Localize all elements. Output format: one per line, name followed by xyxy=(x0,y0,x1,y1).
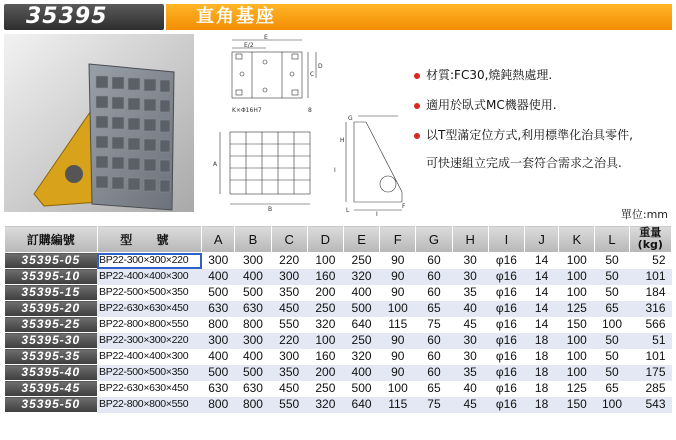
value-cell: 550 xyxy=(271,317,307,333)
value-cell: 90 xyxy=(380,365,416,381)
value-cell: 50 xyxy=(595,365,629,381)
weight-cell: 566 xyxy=(629,317,671,333)
value-cell: 400 xyxy=(343,365,379,381)
weight-cell: 543 xyxy=(629,397,671,413)
value-cell: 90 xyxy=(380,333,416,349)
value-cell: 50 xyxy=(595,253,629,269)
table-body xyxy=(5,253,672,413)
col-h: H xyxy=(452,226,488,253)
feature-1: 材質:FC30,燒鈍熱處理. xyxy=(414,66,552,83)
value-cell: 75 xyxy=(416,397,452,413)
value-cell: 630 xyxy=(202,381,235,397)
order-no-cell: 35395-10 xyxy=(5,269,98,285)
value-cell: 125 xyxy=(559,381,595,397)
value-cell: 100 xyxy=(559,349,595,365)
value-cell: 250 xyxy=(343,333,379,349)
table-row[interactable] xyxy=(5,253,672,269)
value-cell: 40 xyxy=(452,301,488,317)
value-cell: 450 xyxy=(271,301,307,317)
model-cell[interactable]: BP22-500×500×350 xyxy=(97,285,202,301)
value-cell: 60 xyxy=(416,269,452,285)
value-cell: 320 xyxy=(343,269,379,285)
value-cell: φ16 xyxy=(488,381,524,397)
value-cell: 500 xyxy=(235,365,271,381)
value-cell: φ16 xyxy=(488,301,524,317)
model-cell[interactable]: BP22-630×630×450 xyxy=(97,301,202,317)
value-cell: 18 xyxy=(524,333,558,349)
model-cell[interactable]: BP22-300×300×220 xyxy=(97,253,202,269)
value-cell: 500 xyxy=(235,285,271,301)
value-cell: 50 xyxy=(595,269,629,285)
col-weight: 重量(kg) xyxy=(629,226,671,253)
weight-cell: 285 xyxy=(629,381,671,397)
value-cell: 115 xyxy=(380,397,416,413)
value-cell: 100 xyxy=(559,365,595,381)
value-cell: 350 xyxy=(271,365,307,381)
value-cell: 35 xyxy=(452,285,488,301)
value-cell: 14 xyxy=(524,253,558,269)
value-cell: 200 xyxy=(307,285,343,301)
value-cell: 300 xyxy=(235,253,271,269)
value-cell: 100 xyxy=(595,397,629,413)
value-cell: 250 xyxy=(307,381,343,397)
value-cell: 500 xyxy=(343,381,379,397)
order-no-cell: 35395-15 xyxy=(5,285,98,301)
value-cell: 300 xyxy=(202,253,235,269)
value-cell: 640 xyxy=(343,317,379,333)
weight-cell: 316 xyxy=(629,301,671,317)
value-cell: 65 xyxy=(595,381,629,397)
value-cell: 100 xyxy=(380,381,416,397)
value-cell: 100 xyxy=(559,285,595,301)
dim-g: G xyxy=(348,115,353,122)
col-j: J xyxy=(524,226,558,253)
weight-cell: 184 xyxy=(629,285,671,301)
col-g: G xyxy=(416,226,452,253)
weight-cell: 101 xyxy=(629,269,671,285)
value-cell: φ16 xyxy=(488,285,524,301)
value-cell: 60 xyxy=(416,365,452,381)
value-cell: φ16 xyxy=(488,317,524,333)
value-cell: 50 xyxy=(595,285,629,301)
value-cell: 630 xyxy=(235,301,271,317)
dim-i: I xyxy=(334,167,336,174)
value-cell: 150 xyxy=(559,397,595,413)
value-cell: φ16 xyxy=(488,253,524,269)
front-view-drawing xyxy=(212,120,322,212)
col-b: B xyxy=(235,226,271,253)
value-cell: φ16 xyxy=(488,269,524,285)
value-cell: 90 xyxy=(380,285,416,301)
order-no-cell: 35395-05 xyxy=(5,253,98,269)
col-i: I xyxy=(488,226,524,253)
value-cell: 630 xyxy=(235,381,271,397)
dim-d: D xyxy=(318,63,323,70)
value-cell: 320 xyxy=(307,397,343,413)
weight-cell: 52 xyxy=(629,253,671,269)
weight-cell: 175 xyxy=(629,365,671,381)
dim-l: L xyxy=(346,207,350,214)
dim-e2: E/2 xyxy=(244,42,254,49)
model-cell[interactable]: BP22-400×400×300 xyxy=(97,349,202,365)
table-row[interactable] xyxy=(5,317,672,333)
product-title-header xyxy=(166,4,672,30)
value-cell: 250 xyxy=(307,301,343,317)
dim-h: H xyxy=(340,137,345,144)
feature-3: 以T型滿定位方式,利用標準化治具零件, xyxy=(414,126,633,143)
value-cell: 60 xyxy=(416,253,452,269)
value-cell: 100 xyxy=(559,253,595,269)
value-cell: 125 xyxy=(559,301,595,317)
model-cell[interactable]: BP22-500×500×350 xyxy=(97,365,202,381)
top-view-drawing xyxy=(212,34,332,118)
dim-c: C xyxy=(310,71,315,78)
dim-k: K×Φ16H7 xyxy=(232,107,262,114)
value-cell: 200 xyxy=(307,365,343,381)
order-no-cell: 35395-50 xyxy=(5,397,98,413)
value-cell: 160 xyxy=(307,269,343,285)
dim-j: J xyxy=(376,211,378,216)
side-view-drawing xyxy=(332,112,412,216)
value-cell: 60 xyxy=(416,333,452,349)
table-row[interactable] xyxy=(5,381,672,397)
col-a: A xyxy=(202,226,235,253)
value-cell: 800 xyxy=(202,317,235,333)
value-cell: 800 xyxy=(202,397,235,413)
table-row[interactable] xyxy=(5,397,672,413)
product-code-header xyxy=(4,4,164,30)
value-cell: 65 xyxy=(416,381,452,397)
unit-label: 單位:mm xyxy=(620,208,668,221)
col-l: L xyxy=(595,226,629,253)
weight-cell: 51 xyxy=(629,333,671,349)
feature-2: 適用於臥式MC機器使用. xyxy=(414,96,557,113)
value-cell: 300 xyxy=(271,269,307,285)
value-cell: 18 xyxy=(524,381,558,397)
value-cell: 65 xyxy=(595,301,629,317)
model-cell[interactable]: BP22-630×630×450 xyxy=(97,381,202,397)
value-cell: 500 xyxy=(202,285,235,301)
value-cell: 500 xyxy=(202,365,235,381)
col-k: K xyxy=(559,226,595,253)
value-cell: 400 xyxy=(235,269,271,285)
value-cell: φ16 xyxy=(488,333,524,349)
bullet-icon xyxy=(414,73,420,79)
col-f: F xyxy=(380,226,416,253)
value-cell: 14 xyxy=(524,317,558,333)
value-cell: 65 xyxy=(416,301,452,317)
product-code: 35395 xyxy=(26,4,108,29)
value-cell: 18 xyxy=(524,349,558,365)
model-cell[interactable]: BP22-800×800×550 xyxy=(97,397,202,413)
value-cell: 14 xyxy=(524,269,558,285)
value-cell: 90 xyxy=(380,269,416,285)
value-cell: 18 xyxy=(524,397,558,413)
value-cell: 30 xyxy=(452,253,488,269)
table-row[interactable] xyxy=(5,365,672,381)
model-cell[interactable]: BP22-300×300×220 xyxy=(97,333,202,349)
col-e: E xyxy=(343,226,379,253)
value-cell: 45 xyxy=(452,397,488,413)
value-cell: 350 xyxy=(271,285,307,301)
value-cell: 90 xyxy=(380,253,416,269)
value-cell: 400 xyxy=(343,285,379,301)
value-cell: 800 xyxy=(235,397,271,413)
value-cell: 640 xyxy=(343,397,379,413)
value-cell: 100 xyxy=(559,333,595,349)
col-model: 型 號 xyxy=(97,226,202,253)
col-order-no: 訂購編號 xyxy=(5,226,98,253)
order-no-cell: 35395-40 xyxy=(5,365,98,381)
value-cell: 50 xyxy=(595,333,629,349)
value-cell: 115 xyxy=(380,317,416,333)
value-cell: 500 xyxy=(343,301,379,317)
value-cell: 250 xyxy=(343,253,379,269)
value-cell: 220 xyxy=(271,333,307,349)
value-cell: 40 xyxy=(452,381,488,397)
value-cell: 18 xyxy=(524,365,558,381)
value-cell: 220 xyxy=(271,253,307,269)
spec-table xyxy=(4,225,672,413)
weight-cell: 101 xyxy=(629,349,671,365)
value-cell: 14 xyxy=(524,301,558,317)
table-header-row xyxy=(5,226,672,253)
value-cell: 100 xyxy=(307,253,343,269)
col-c: C xyxy=(271,226,307,253)
value-cell: φ16 xyxy=(488,365,524,381)
table-row[interactable] xyxy=(5,333,672,349)
value-cell: 300 xyxy=(271,349,307,365)
order-no-cell: 35395-45 xyxy=(5,381,98,397)
order-no-cell: 35395-25 xyxy=(5,317,98,333)
value-cell: 50 xyxy=(595,349,629,365)
value-cell: 450 xyxy=(271,381,307,397)
value-cell: 30 xyxy=(452,269,488,285)
order-no-cell: 35395-20 xyxy=(5,301,98,317)
value-cell: 60 xyxy=(416,285,452,301)
bullet-icon xyxy=(414,103,420,109)
dim-f: F xyxy=(402,203,406,210)
model-cell[interactable]: BP22-800×800×550 xyxy=(97,317,202,333)
value-cell: 30 xyxy=(452,333,488,349)
value-cell: 320 xyxy=(343,349,379,365)
order-no-cell: 35395-35 xyxy=(5,349,98,365)
feature-3-continued: 可快速組立完成一套符合需求之治具. xyxy=(426,156,622,170)
value-cell: 400 xyxy=(202,349,235,365)
value-cell: 400 xyxy=(235,349,271,365)
dim-a: A xyxy=(213,161,218,168)
value-cell: 630 xyxy=(202,301,235,317)
col-d: D xyxy=(307,226,343,253)
value-cell: 75 xyxy=(416,317,452,333)
value-cell: 60 xyxy=(416,349,452,365)
value-cell: φ16 xyxy=(488,397,524,413)
value-cell: 400 xyxy=(202,269,235,285)
value-cell: 550 xyxy=(271,397,307,413)
value-cell: 100 xyxy=(307,333,343,349)
bullet-icon xyxy=(414,133,420,139)
table-row[interactable] xyxy=(5,285,672,301)
value-cell: 300 xyxy=(235,333,271,349)
dim-8: 8 xyxy=(308,107,312,114)
value-cell: 100 xyxy=(559,269,595,285)
value-cell: 320 xyxy=(307,317,343,333)
dim-b: B xyxy=(268,206,273,212)
dim-e: E xyxy=(264,34,268,41)
value-cell: 35 xyxy=(452,365,488,381)
value-cell: 800 xyxy=(235,317,271,333)
table-row[interactable] xyxy=(5,349,672,365)
value-cell: φ16 xyxy=(488,349,524,365)
value-cell: 300 xyxy=(202,333,235,349)
product-photo xyxy=(4,34,194,212)
model-cell[interactable]: BP22-400×400×300 xyxy=(97,269,202,285)
value-cell: 100 xyxy=(380,301,416,317)
value-cell: 150 xyxy=(559,317,595,333)
table-row[interactable] xyxy=(5,269,672,285)
value-cell: 160 xyxy=(307,349,343,365)
value-cell: 30 xyxy=(452,349,488,365)
value-cell: 45 xyxy=(452,317,488,333)
value-cell: 90 xyxy=(380,349,416,365)
value-cell: 100 xyxy=(595,317,629,333)
product-title: 直角基座 xyxy=(196,6,276,27)
value-cell: 14 xyxy=(524,285,558,301)
order-no-cell: 35395-30 xyxy=(5,333,98,349)
table-row[interactable] xyxy=(5,301,672,317)
